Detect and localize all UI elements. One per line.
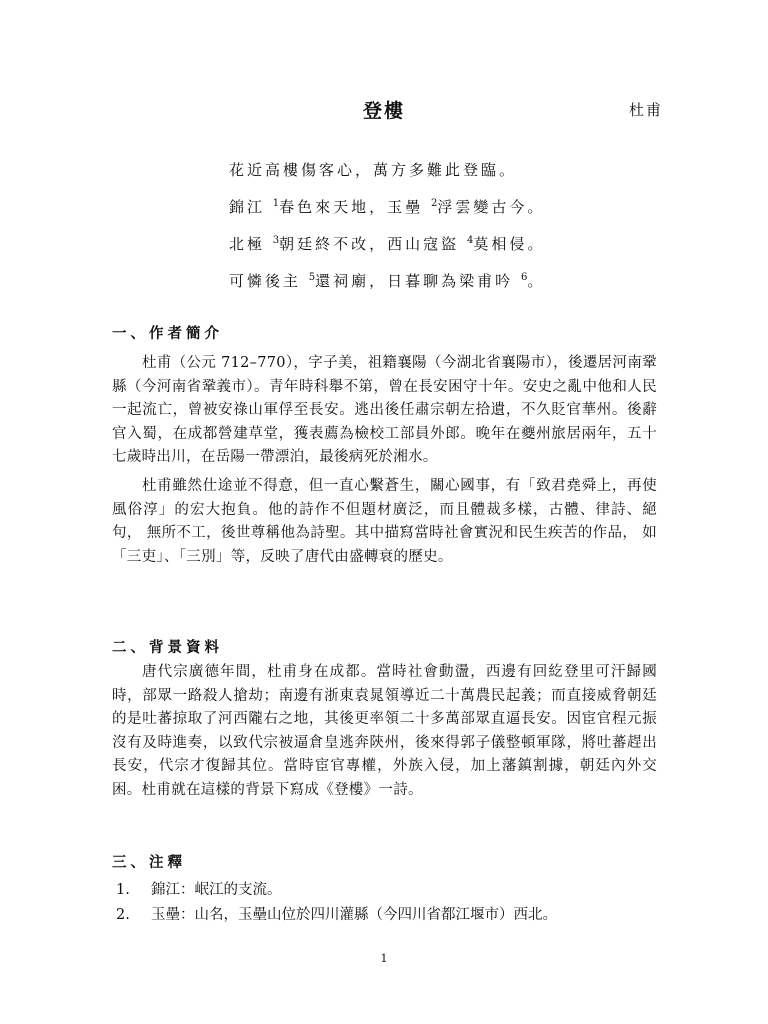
note-number: 1.: [116, 882, 130, 898]
paragraph: 唐代宗廣德年間，杜甫身在成都。當時社會動盪，西邊有回紇登里可汗歸國時，部眾一路殺人搶劫；南邊有浙東袁晁領導近二十萬農民起義；而直接威脅朝廷的是吐蕃掠取了河西隴右之地，其後更率領二十多萬部眾直逼長安。因宦官程元振沒有及時進奏，以致代宗被逼倉皇逃奔陝州，後來得郭子儀整頓軍隊，將吐蕃趕出長安，代宗才復歸其位。當時宦官專權，外族入侵，加上藩鎮割據，朝廷內外交困。杜甫就在這樣的背景下寫成《登樓》一詩。: [112, 664, 657, 798]
footnote-marker: 1: [272, 198, 280, 209]
note-text: 錦江：岷江的支流。: [151, 882, 282, 898]
footnote-marker: 3: [272, 235, 280, 246]
note-text: 玉壘：山名，玉壘山位於四川灌縣（今四川省都江堰市）西北。: [151, 907, 557, 923]
footnote-marker: 4: [466, 235, 474, 246]
note-item: [112, 903, 657, 928]
poem-line: 北極 $^3$朝廷終不改，西山寇盜 $^4$莫相侵。: [229, 235, 546, 253]
section-heading-author: 一、作者簡介: [112, 325, 223, 342]
note-number: 2.: [116, 907, 130, 923]
footnote-marker: 5: [308, 272, 316, 283]
section-background-body: [112, 661, 657, 808]
paragraph: 杜甫雖然仕途並不得意，但一直心繫蒼生，關心國事，有「致君堯舜上，再使風俗淳」的宏大抱負。他的詩作不但題材廣泛，而且體裁多樣，古體、律詩、絕句， 無所不工，後世尊稱他為詩聖。其中描寫當時社會實況和民生疾苦的作品， 如「三吏」、「三別」等，反映了唐代由盛轉衰的歷史。: [112, 477, 657, 565]
notes-list: [112, 878, 657, 928]
note-item: [112, 878, 657, 903]
poem-line: 可憐後主 $^5$還祠廟，日暮聊為梁甫吟 $^6$。: [229, 272, 546, 290]
section-author-body: [112, 352, 657, 574]
section-heading-notes: 三、注釋: [112, 854, 186, 871]
poem-author: 杜甫: [628, 101, 663, 119]
footnote-marker: 6: [520, 272, 528, 283]
footnote-marker: 2: [430, 198, 438, 209]
page-number: 1: [380, 952, 388, 965]
section-heading-background: 二、背景資料: [112, 639, 223, 656]
poem-body: [229, 152, 649, 300]
poem-line: 錦江 $^1$春色來天地，玉壘 $^2$浮雲變古今。: [229, 198, 546, 216]
poem-title: 登樓: [362, 100, 405, 122]
poem-line: 花近高樓傷客心，萬方多難此登臨。: [229, 161, 518, 179]
paragraph: 杜甫（公元 712–770），字子美，祖籍襄陽（今湖北省襄陽市），後遷居河南鞏縣（今河南省鞏義市）。青年時科舉不第，曾在長安困守十年。安史之亂中他和人民一起流亡，曾被安祿山軍俘至長安。逃出後任肅宗朝左拾遺，不久貶官華州。後辭官入蜀，在成都營建草堂，獲表薦為檢校工部員外郎。晚年在夔州旅居兩年，五十七歲時出川，在岳陽一帶漂泊，最後病死於湘水。: [112, 355, 657, 466]
